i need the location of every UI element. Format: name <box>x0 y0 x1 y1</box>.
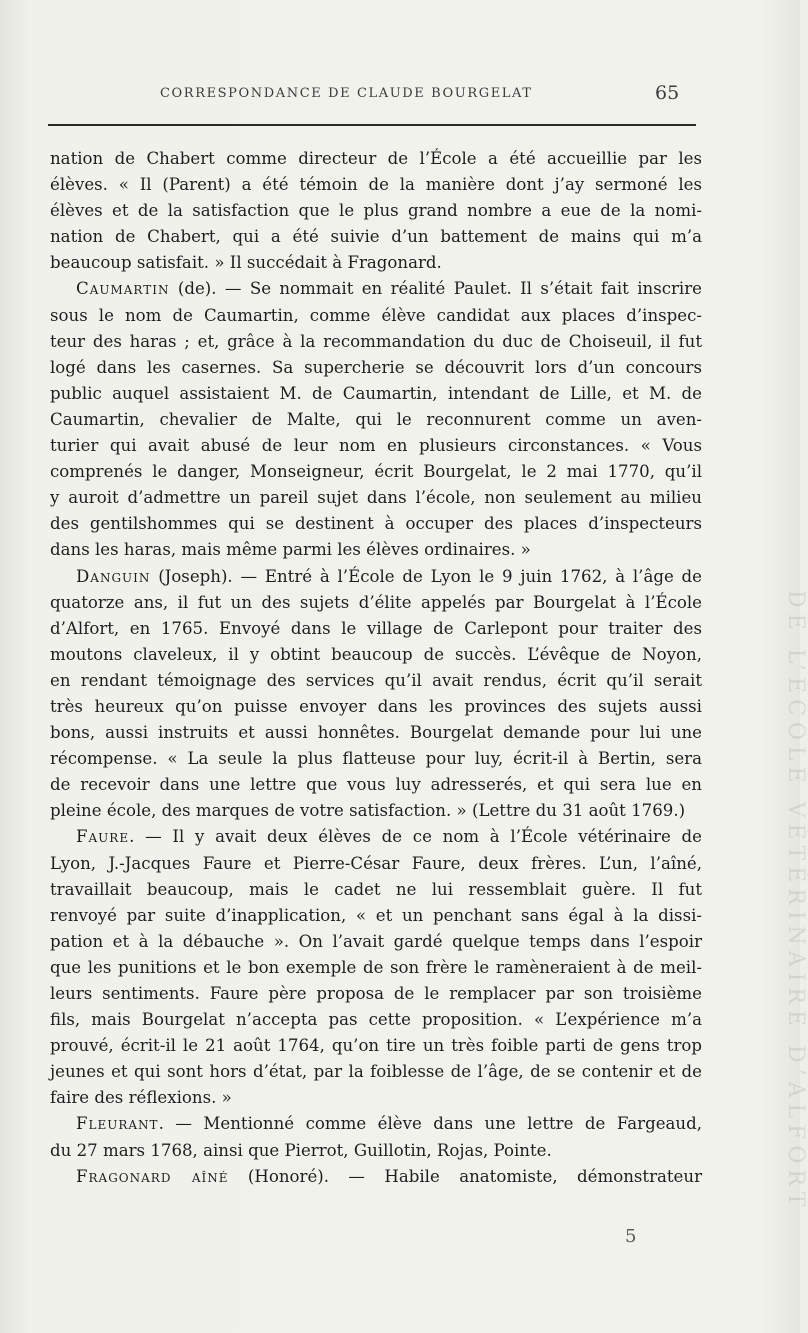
text-line: fils, mais Bourgelat n’accepta pas cette proposition. « L’expérience m’a <box>50 1010 702 1030</box>
text-line: prouvé, écrit-il le 21 août 1764, qu’on tire un très foible parti de gens trop <box>50 1036 702 1056</box>
text-line: récompense. « La seule la plus flatteuse pour luy, écrit-il à Bertin, sera <box>50 749 702 769</box>
text-line: teur des haras ; et, grâce à la recommandation du duc de Choiseuil, il fut <box>50 331 702 351</box>
text-line: élèves et de la satisfaction que le plus grand nombre a eue de la nomi- <box>50 201 702 221</box>
text-line: y auroit d’admettre un pareil sujet dans l’école, non seulement au milieu <box>50 488 702 508</box>
text-line: nation de Chabert, qui a été suivie d’un battement de mains qui m’a <box>50 227 702 247</box>
text-line: Caumartin, chevalier de Malte, qui le reconnurent comme un aven- <box>50 409 702 429</box>
entry-name-suffix: . <box>158 1114 164 1134</box>
text-line: pation et à la débauche ». On l’avait gardé quelque temps dans l’espoir <box>50 931 702 951</box>
text-line: — Se nommait en réalité Paulet. Il s’était fait inscrire <box>224 279 702 299</box>
entry-first-line <box>50 824 702 850</box>
text-line: de recevoir dans une lettre que vous luy adresserés, et qui sera lue en <box>50 775 702 795</box>
text-line: — Il y avait deux élèves de ce nom à l’École vétérinaire de <box>145 827 702 847</box>
text-line: élèves. « Il (Parent) a été témoin de la manière dont j’ay sermoné les <box>50 175 702 195</box>
text-line: nation de Chabert comme directeur de l’École a été accueillie par les <box>50 149 702 168</box>
text-line: public auquel assistaient M. de Caumartin, intendant de Lille, et M. de <box>50 383 702 403</box>
header-rule <box>48 124 696 126</box>
text-line: pleine école, des marques de votre satisfaction. » (Lettre du 31 août 1769.) <box>50 801 686 821</box>
text-line: faire des réflexions. » <box>50 1088 232 1108</box>
body-text <box>50 146 702 1190</box>
text-line: travaillait beaucoup, mais le cadet ne lui ressemblait guère. Il fut <box>50 879 702 899</box>
entry-name: Faure <box>76 827 130 847</box>
text-line: logé dans les casernes. Sa supercherie se découvrit lors d’un concours <box>50 357 702 377</box>
entry-name-suffix: . <box>129 827 135 847</box>
text-line: — Entré à l’École de Lyon le 9 juin 1762, à l’âge de <box>240 566 702 586</box>
entry-name: Fragonard aîné <box>76 1166 229 1186</box>
text-line: du 27 mars 1768, ainsi que Pierrot, Guillotin, Rojas, Pointe. <box>50 1140 552 1160</box>
text-line: beaucoup satisfait. » Il succédait à Fragonard. <box>50 253 442 273</box>
text-line: — Mentionné comme élève dans une lettre de Fargeaud, <box>175 1114 702 1134</box>
text-line: turier qui avait abusé de leur nom en plusieurs circonstances. « Vous <box>50 436 702 456</box>
signature-mark: 5 <box>625 1226 637 1247</box>
entry-name: Fleurant <box>76 1114 159 1134</box>
entry-first-line <box>50 1164 702 1190</box>
entry-first-line <box>50 276 702 302</box>
text-line: dans les haras, mais même parmi les élèves ordinaires. » <box>50 540 531 560</box>
text-line: — Habile anatomiste, démonstrateur <box>348 1166 702 1186</box>
entry-first-line <box>50 564 702 590</box>
text-line: quatorze ans, il fut un des sujets d’élite appelés par Bourgelat à l’École <box>50 592 702 612</box>
entry-name-suffix: (Joseph). <box>150 566 233 586</box>
text-line: renvoyé par suite d’inapplication, « et un penchant sans égal à la dissi- <box>50 905 702 925</box>
text-line: des gentilshommes qui se destinent à occuper des places d’inspecteurs <box>50 514 702 534</box>
text-line: bons, aussi instruits et aussi honnêtes. Bourgelat demande pour lui une <box>50 723 702 743</box>
library-stamp: DE L’ÉCOLE VÉTÉRINAIRE D’ALFORT <box>783 590 808 1213</box>
entry-name-suffix: (Honoré). <box>228 1166 330 1186</box>
text-line: moutons claveleux, il y obtint beaucoup de succès. L’évêque de Noyon, <box>50 644 702 664</box>
text-line: que les punitions et le bon exemple de son frère le ramèneraient à de meil- <box>50 957 702 977</box>
text-line: Lyon, J.-Jacques Faure et Pierre-César Faure, deux frères. L’un, l’aîné, <box>50 853 702 873</box>
text-line: très heureux qu’on puisse envoyer dans les provinces des sujets aussi <box>50 696 702 716</box>
page-number: 65 <box>655 82 680 104</box>
text-line: jeunes et qui sont hors d’état, par la foiblesse de l’âge, de se contenir et de <box>50 1062 702 1082</box>
entry-name: Danguin <box>76 566 151 586</box>
text-line: sous le nom de Caumartin, comme élève candidat aux places d’inspec- <box>50 305 702 325</box>
entry-name-suffix: (de). <box>169 279 217 299</box>
text-line: leurs sentiments. Faure père proposa de le remplacer par son troisième <box>50 984 702 1003</box>
text-line: en rendant témoignage des services qu’il avait rendus, écrit qu’il serait <box>50 670 702 690</box>
running-title: CORRESPONDANCE DE CLAUDE BOURGELAT <box>160 86 533 101</box>
entry-first-line <box>50 1111 702 1137</box>
text-line: comprenés le danger, Monseigneur, écrit Bourgelat, le 2 mai 1770, qu’il <box>50 462 702 482</box>
entry-name: Caumartin <box>76 279 170 299</box>
text-line: d’Alfort, en 1765. Envoyé dans le village de Carlepont pour traiter des <box>50 618 702 638</box>
